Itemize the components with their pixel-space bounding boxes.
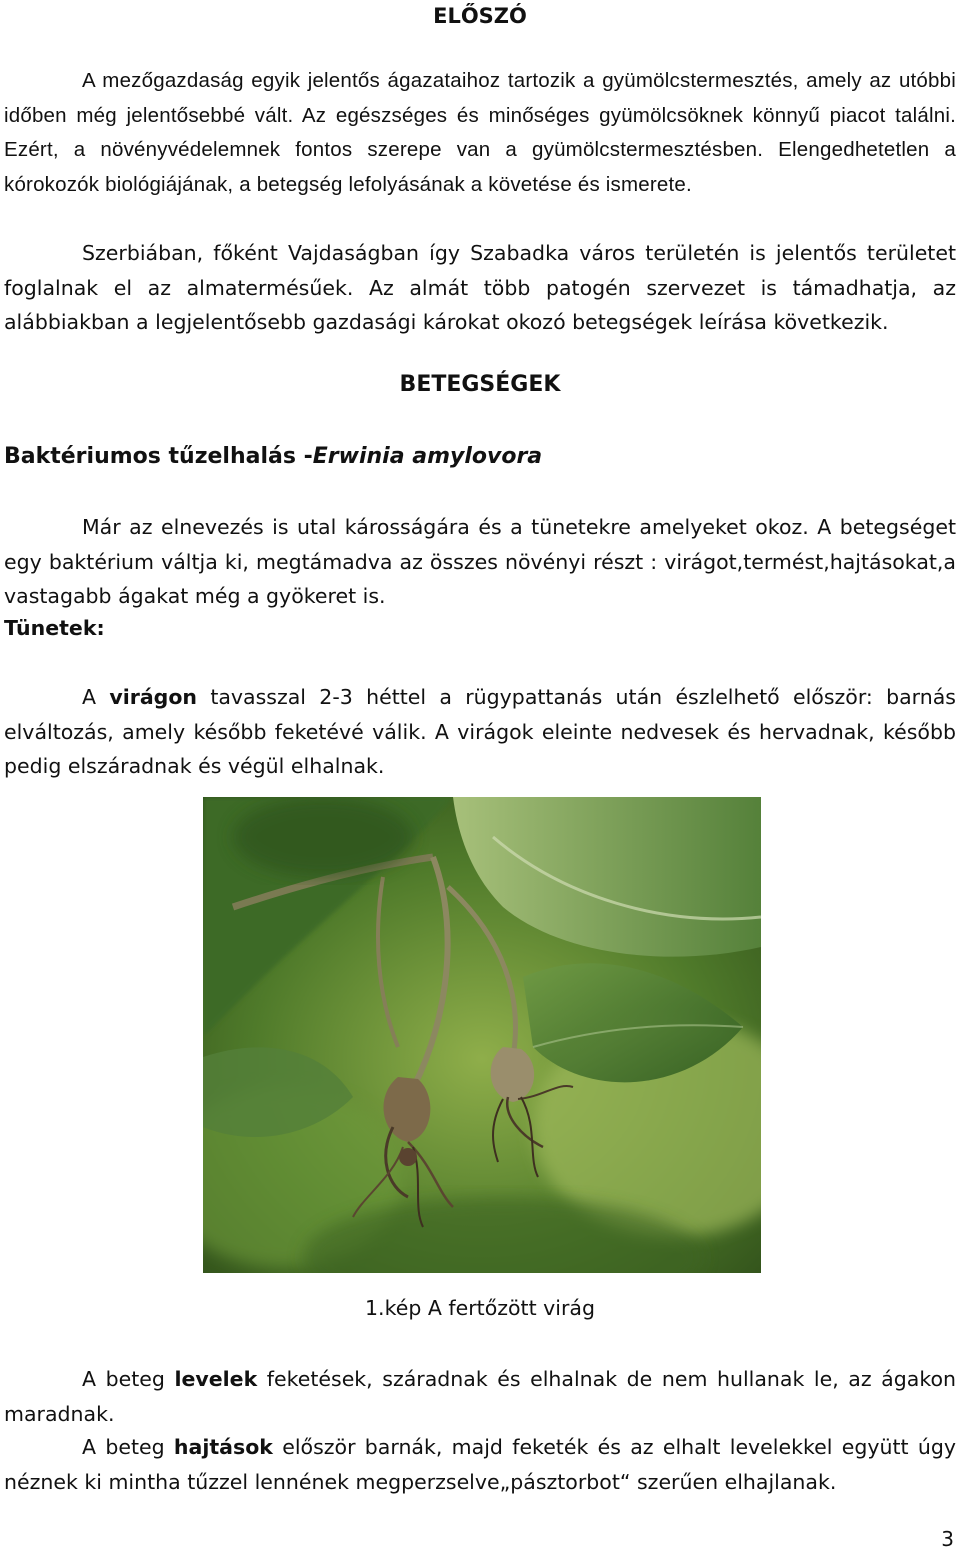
page-number: 3 [941,1527,954,1551]
section-heading: BETEGSÉGEK [399,372,561,397]
leaves-text-a: A beteg [82,1367,175,1391]
symptoms-text-b: tavasszal 2-3 héttel a rügypattanás után észlelhető először: barnás elváltozás, amely később feketévé válik. A virágok eleinte nedvesek és hervadnak, később pedig elszáradnak és végül elhalnak. [4,685,956,778]
infected-flower-photo [203,797,761,1273]
leaves-paragraph [4,1362,956,1431]
shoots-text-b: először barnák, majd feketék és az elhalt levelekkel együtt úgy néznek ki mintha tűzzel lennének megperzselve„pásztorbot“ szerűen elhajlanak. [4,1435,956,1494]
intro-paragraph-2: Szerbiában, főként Vajdaságban így Szabadka város területén is jelentős területet foglalnak el az almatermésűek. Az almát több patogén szervezet is támadhatja, az alábbiakban a legjelentősebb gazdasági károkat okozó betegségek leírása következik. [4,241,956,334]
shoots-paragraph [4,1430,956,1499]
disease-paragraph-1: Már az elnevezés is utal károsságára és a tünetekre amelyeket okoz. A betegséget egy baktérium váltja ki, megtámadva az összes növényi részt : virágot,termést,hajtásokat,a vastagabb ágakat még a gyökeret is. [4,515,956,608]
symptoms-keyword-flower: virágon [109,685,198,709]
image-caption: 1.kép A fertőzött virág [365,1296,595,1320]
disease-species-name: Erwinia amylovora [312,444,543,469]
shoots-keyword: hajtások [173,1435,273,1459]
leaves-keyword: levelek [174,1367,258,1391]
disease-heading-prefix: Baktériumos tűzelhalás - [4,444,313,469]
shoots-text-a: A beteg [82,1435,174,1459]
symptoms-label: Tünetek: [4,616,105,640]
page-title: ELŐSZÓ [433,4,527,28]
symptoms-paragraph-flowers [4,680,956,784]
symptoms-text-a: A [82,685,110,709]
disease-heading [4,444,542,469]
infected-flower-illustration [203,797,761,1273]
leaves-text-b: feketések, száradnak és elhalnak de nem hullanak le, az ágakon maradnak. [4,1367,956,1426]
intro-paragraph-1: A mezőgazdaság egyik jelentős ágazataihoz tartozik a gyümölcstermesztés, amely az utóbbi időben még jelentősebbé vált. Az egészséges és minőséges gyümölcsöknek könnyű piacot találni. Ezért, a növényvédelemnek fontos szerepe van a gyümölcstermesztésben. Elengedhetetlen a kórokozók biológiájának, a betegség lefolyásának a követése és ismerete. [4,69,956,196]
